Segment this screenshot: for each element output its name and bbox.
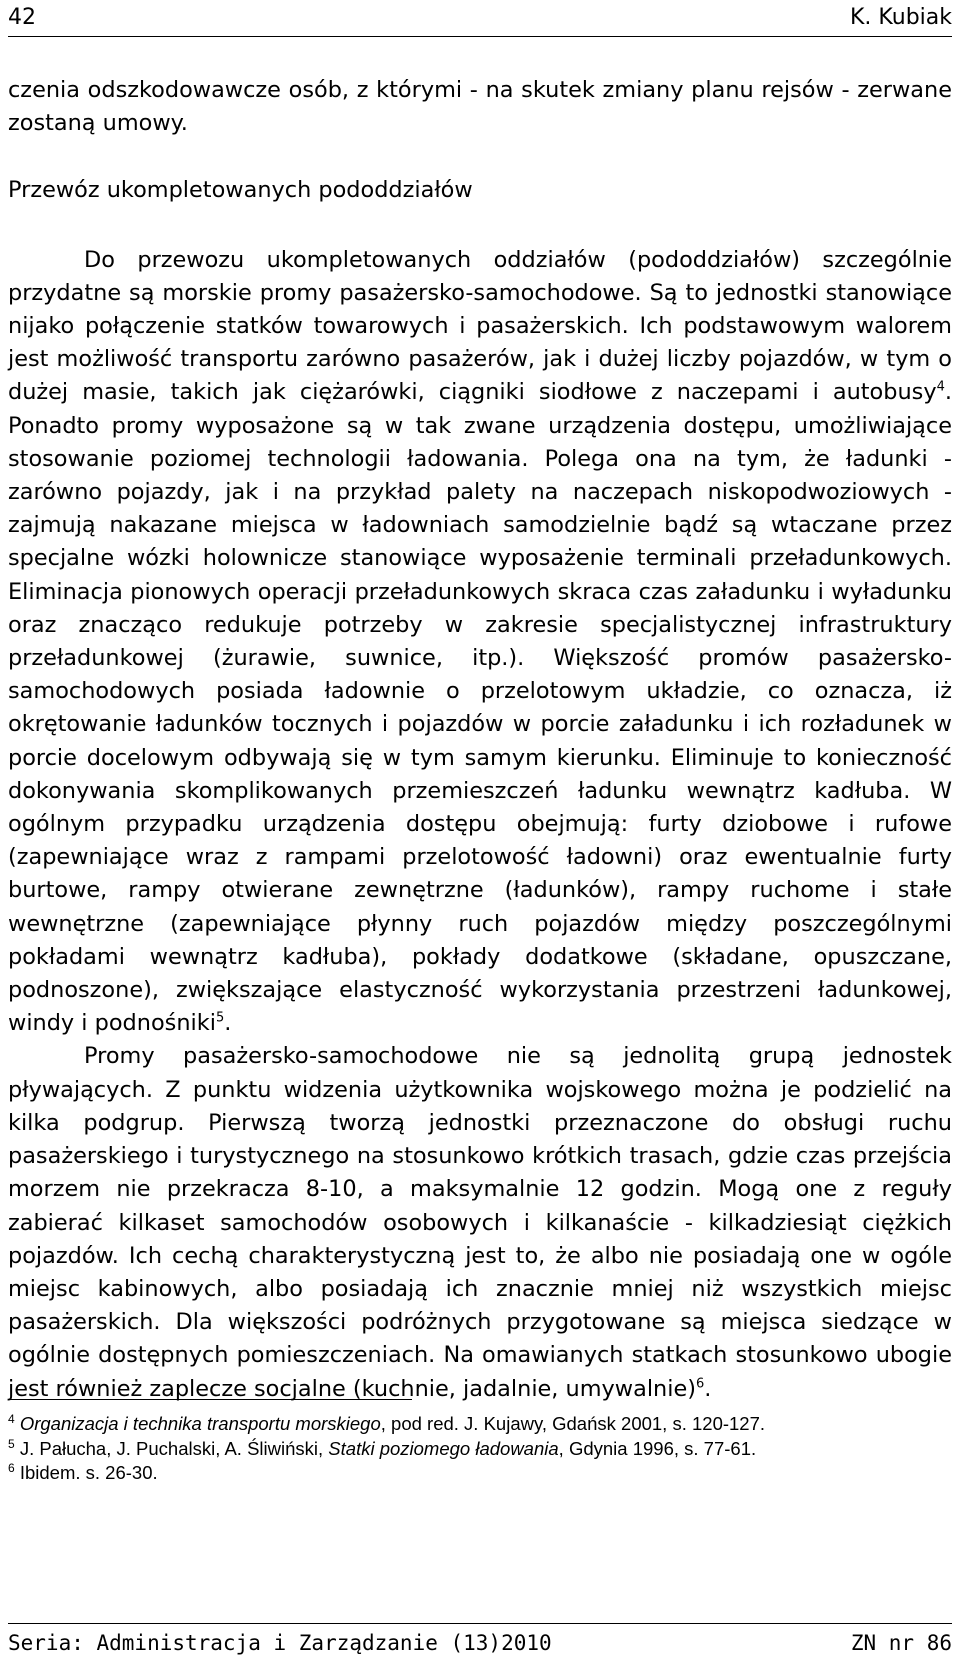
footnote-ref-6[interactable]: 6: [695, 1376, 705, 1392]
paragraph-2-end: .: [704, 1375, 712, 1402]
issue-label: ZN nr 86: [850, 1631, 952, 1655]
footnote-ref-5[interactable]: 5: [215, 1010, 225, 1026]
footnote-ref-4[interactable]: 4: [936, 379, 945, 395]
footnote-number: 4: [8, 1411, 15, 1426]
footnote-number: 6: [8, 1460, 15, 1475]
page-header: [8, 2, 952, 38]
footer-rule: [8, 1623, 952, 1624]
footnote-title: Statki poziomego ładowania: [328, 1437, 559, 1459]
paragraph-2-text: Promy pasażersko-samochodowe nie są jednolitą grupą jednostek pływających. Z punktu widzenia użytkownika wojskowego można je podzielić na kilka podgrup. Pierwszą tworzą jednostki przeznaczone do obsługi ruchu pasażerskiego i turystycznego na stosunkowo krótkich trasach, gdzie czas przejścia morzem nie przekracza 8-10, a maksymalnie 12 godzin. Mogą one z reguły zabierać kilkaset samochodów osobowych i kilkanaście - kilkadziesiąt ciężkich pojazdów. Ich cechą charakterystyczną jest to, że albo nie posiadają one w ogóle miejsc kabinowych, albo posiadają ich znacznie mniej niż wszystkich miejsc pasażerskich. Dla większości podróżnych przygotowane są miejsca siedzące w ogólnie dostępnych pomieszczeniach. Na omawianych statkach stosunkowo ubogie jest również zaplecze socjalne (kuchnie, jadalnie, umywalnie): [8, 1043, 952, 1402]
footnote-title: Organizacja i technika transportu morskiego: [19, 1413, 381, 1434]
footnote-4: [8, 1412, 952, 1437]
footnote-authors: J. Pałucha, J. Puchalski, A. Śliwiński,: [19, 1437, 329, 1459]
paragraph-2: [8, 1040, 952, 1405]
running-author: K. Kubiak: [850, 5, 952, 30]
header-rule: [8, 36, 952, 37]
footnote-number: 5: [8, 1436, 15, 1451]
section-heading: Przewóz ukompletowanych pododdziałów: [8, 177, 473, 204]
footnote-text: , pod red. J. Kujawy, Gdańsk 2001, s. 120-127.: [380, 1413, 766, 1434]
paragraph-1-text-a: Do przewozu ukompletowanych oddziałów (pododdziałów) szczególnie przydatne są morskie promy pasażersko-samochodowe. Są to jednostki stanowiące nijako połączenie statków towarowych i pasażerskich. Ich podstawowym walorem jest możliwość transportu zarówno pasażerów, jak i dużej liczby pojazdów, w tym o dużej masie, takich jak ciężarówki, ciągniki siodłowe z naczepami i autobusy: [8, 246, 952, 406]
page-footer: [8, 1628, 952, 1660]
footnote-separator: [8, 1399, 412, 1400]
series-label: Seria: Administracja i Zarządzanie (13)2010: [8, 1631, 552, 1655]
page-number: 42: [8, 5, 36, 30]
footnote-5: [8, 1437, 952, 1462]
body-text: [8, 74, 952, 1406]
footnote-text: Ibidem. s. 26-30.: [19, 1462, 158, 1483]
footnote-6: [8, 1461, 952, 1486]
paragraph-1-text-b: . Ponadto promy wyposażone są w tak zwane urządzenia dostępu, umożliwiające stosowanie poziomej technologii ładowania. Polega ona na tym, że ładunki - zarówno pojazdy, jak i na przykład palety na naczepach niskopodwoziowych - zajmują nakazane miejsca w ładowniach samodzielnie bądź są wtaczane przez specjalne wózki holownicze stanowiące wyposażenie terminali przeładunkowych. Eliminacja pionowych operacji przeładunkowych skraca czas załadunku i wyładunku oraz znacząco redukuje potrzeby w zakresie specjalistycznej infrastruktury przeładunkowej (żurawie, suwnice, itp.). Większość promów pasażersko-samochodowych posiada ładownie o przelotowym układzie, co oznacza, iż okrętowanie ładunków tocznych i pojazdów w porcie załadunku i ich rozładunek w porcie docelowym odbywają się w tym samym kierunku. Eliminuje to konieczność dokonywania skomplikowanych przemieszczeń ładunku wewnątrz kadłuba. W ogólnym przypadku urządzenia dostępu obejmują: furty dziobowe i rufowe (zapewniające wraz z rampami przelotowość ładowni) oraz ewentualnie furty burtowe, rampy otwierane zewnętrzne (ładunków), rampy ruchome i stałe wewnętrzne (zapewniające płynny ruch pojazdów między poszczególnymi pokładami wewnątrz kadłuba), pokłady dodatkowe (składane, opuszczane, podnoszone), zwiększające elastyczność wykorzystania przestrzeni ładunkowej, windy i podnośniki: [8, 379, 952, 1037]
paragraph-1-end: .: [224, 1010, 232, 1037]
paragraph-1: [8, 244, 952, 1041]
footnote-text: , Gdynia 1996, s. 77-61.: [558, 1437, 757, 1459]
intro-paragraph: czenia odszkodowawcze osób, z którymi - na skutek zmiany planu rejsów - zerwane zostaną umowy.: [8, 77, 952, 137]
footnotes: [8, 1412, 952, 1486]
